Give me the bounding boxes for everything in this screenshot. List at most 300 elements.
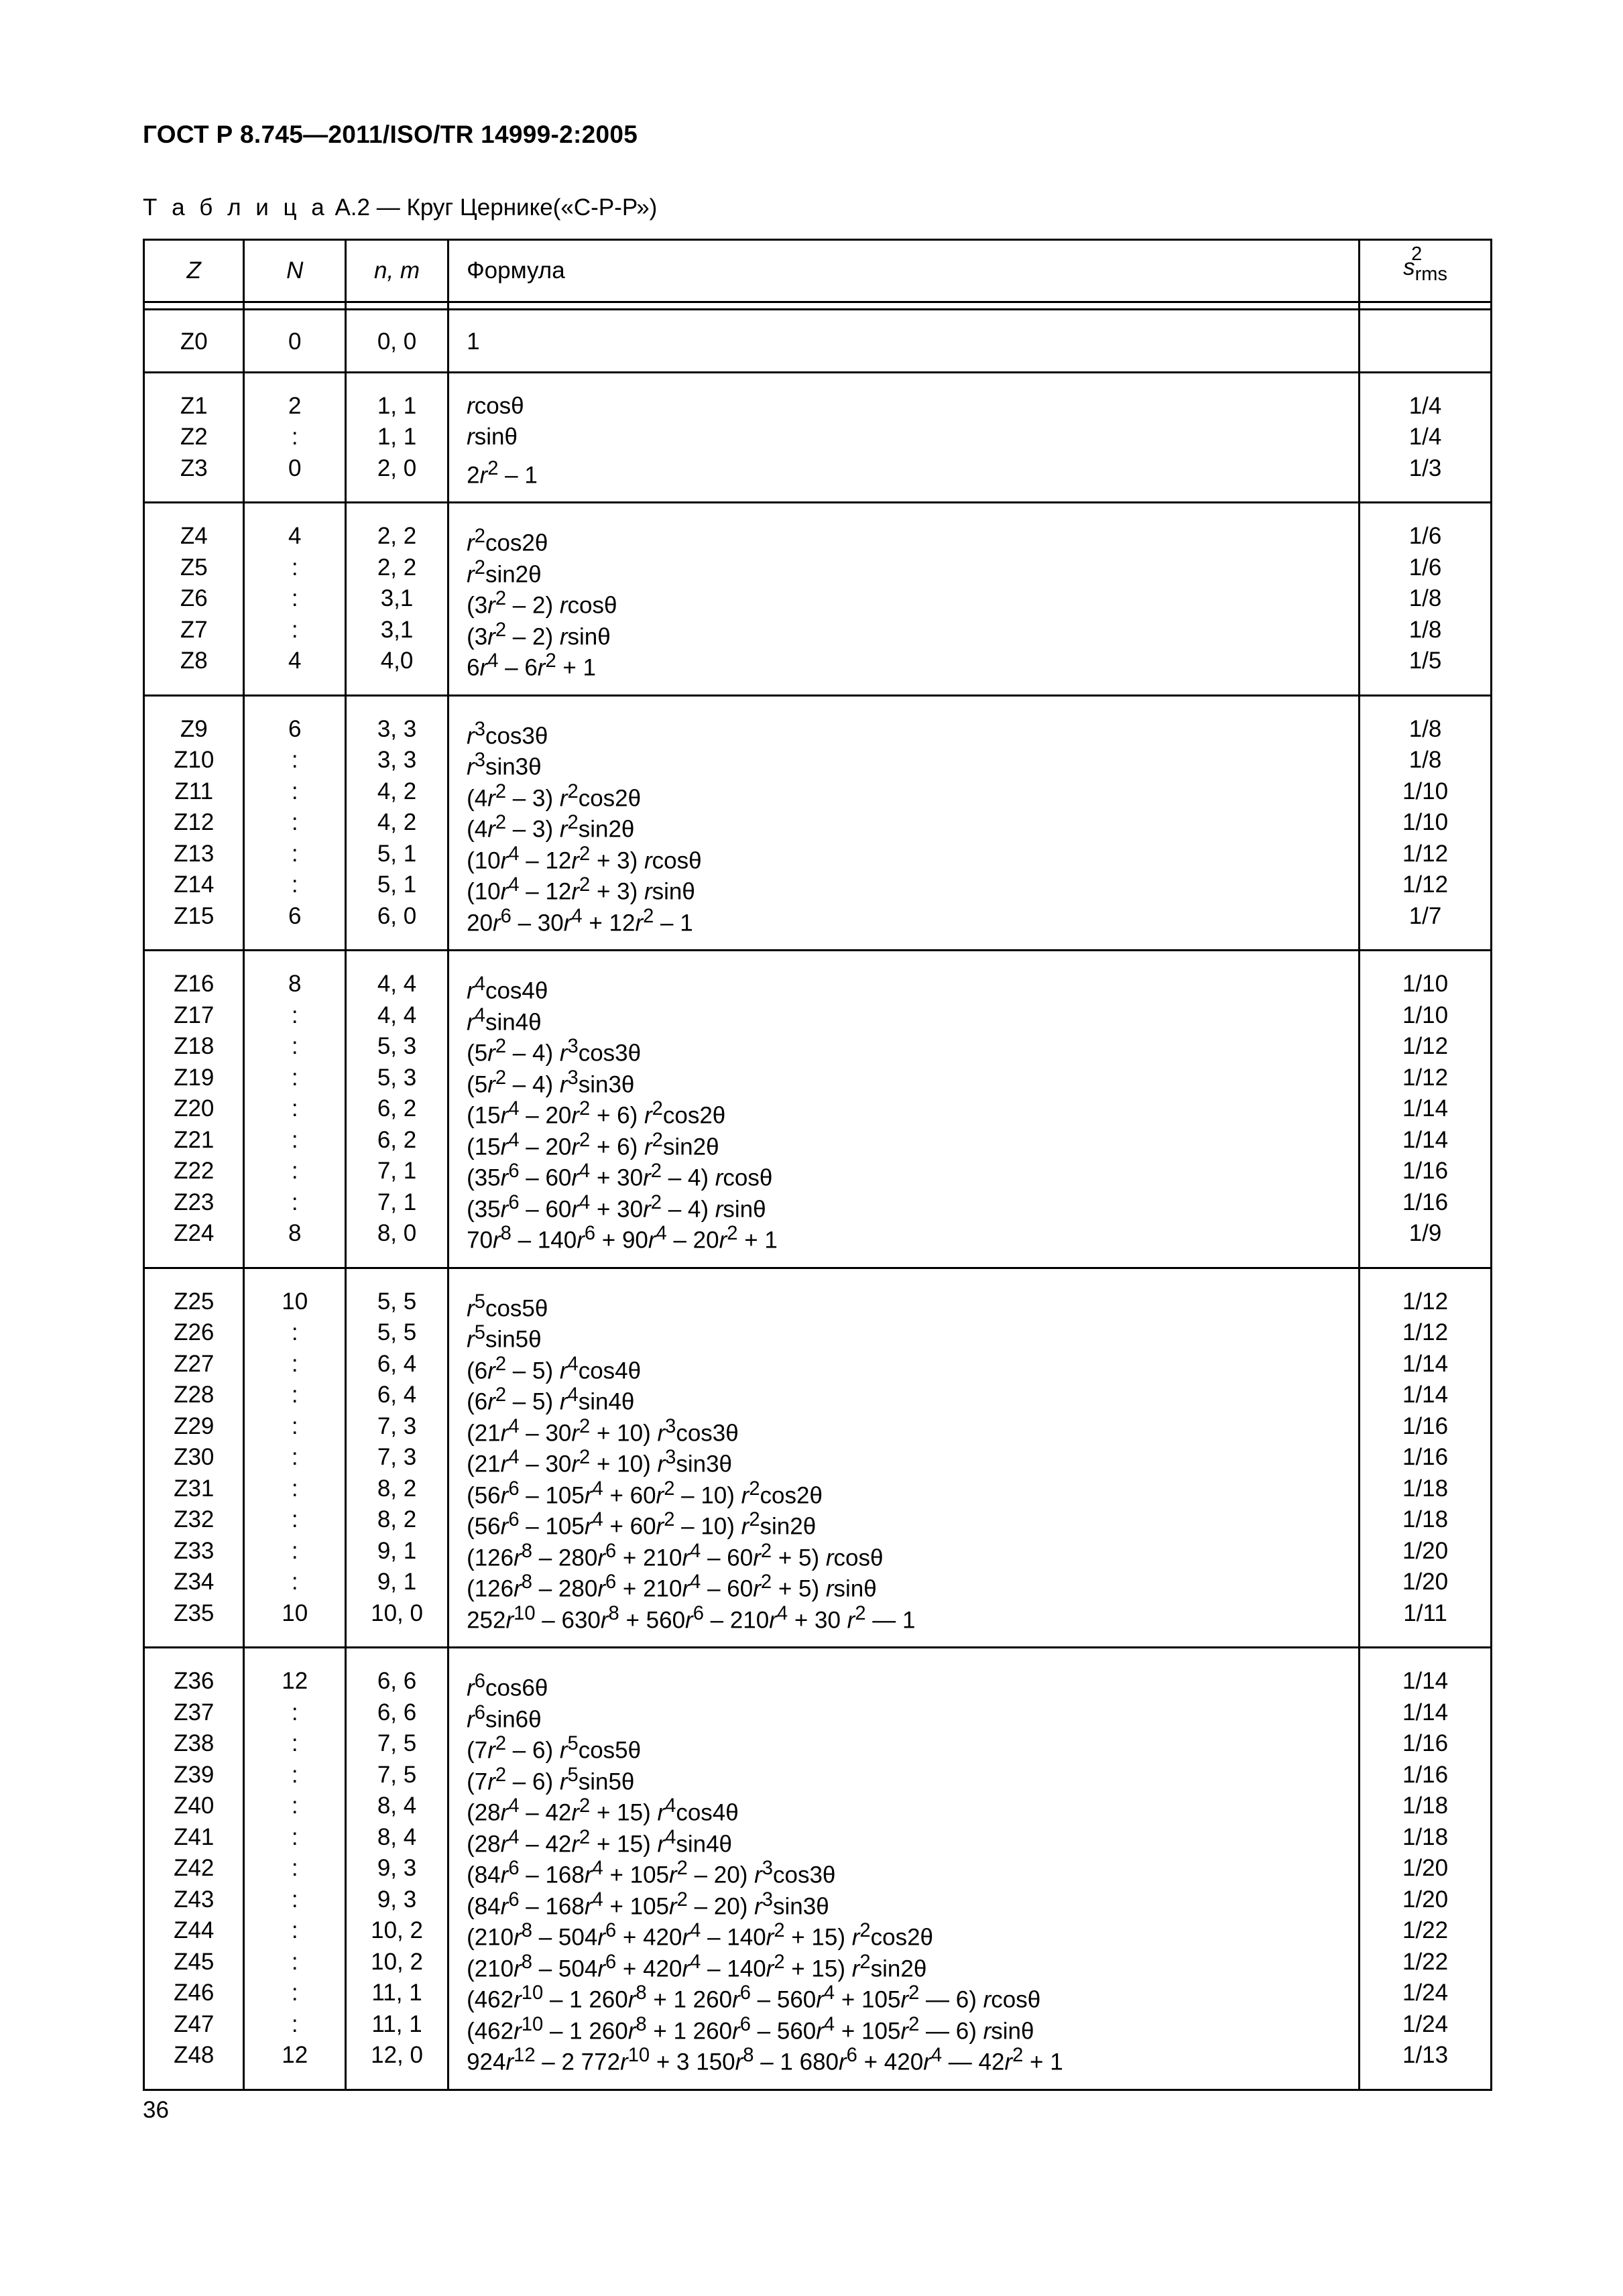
z-value: Z27 — [174, 1350, 215, 1377]
srms-value: 1/16 — [1402, 1761, 1449, 1788]
n-value: 10 — [282, 1288, 308, 1315]
z-value: Z33 — [174, 1537, 215, 1564]
nm-value: 3,1 — [380, 616, 414, 643]
srms-value: 1/11 — [1403, 1599, 1447, 1626]
z-value: Z42 — [174, 1855, 215, 1881]
n-value: : — [291, 1980, 298, 2006]
srms-value: 1/10 — [1402, 971, 1449, 997]
srms-value: 1/3 — [1408, 455, 1442, 481]
formula-value: $r^5\cos 5\theta$ — [467, 1290, 548, 1322]
srms-value: 1/7 — [1408, 902, 1442, 929]
z-value: Z47 — [174, 2010, 215, 2037]
z-value: Z44 — [174, 1917, 215, 1943]
cell-z — [144, 310, 244, 373]
nm-value: 0, 0 — [377, 328, 417, 355]
n-value: : — [291, 778, 298, 804]
formula-value: $r^4\sin 4\theta$ — [467, 1004, 542, 1036]
formula-value: $(84r^6 - 168r^4 + 105r^2 - 20)$ $r^3\cos 3\theta$ — [467, 1858, 836, 1888]
cell-srms — [1360, 1648, 1492, 2090]
header-z: Z — [144, 240, 244, 302]
z-value: Z16 — [174, 971, 215, 997]
cell-formula — [448, 1648, 1360, 2090]
nm-value: 1, 1 — [377, 392, 417, 419]
n-value: : — [291, 809, 298, 835]
formula-value: $(15r^4 - 20r^2 + 6)$ $r^2\cos 2\theta$ — [467, 1098, 726, 1129]
z-value: Z3 — [180, 455, 208, 481]
caption-label: Т а б л и ц а — [143, 194, 328, 221]
n-value: 8 — [288, 1220, 302, 1246]
n-value: : — [291, 1158, 298, 1184]
cell-nm — [346, 372, 448, 503]
z-value: Z14 — [174, 871, 215, 898]
header-formula: Формула — [448, 240, 1360, 302]
n-value: 4 — [288, 523, 302, 549]
table-group — [144, 951, 1492, 1268]
n-value: 12 — [282, 1668, 308, 1694]
srms-value: 1/12 — [1402, 1033, 1449, 1059]
z-value: Z12 — [174, 809, 215, 835]
formula-value: $r^4\cos 4\theta$ — [467, 973, 548, 1004]
nm-value: 6, 2 — [377, 1095, 417, 1122]
srms-value: 1/4 — [1408, 392, 1442, 419]
nm-value: 8, 4 — [377, 1793, 417, 1819]
formula-value: $(6r^2 - 5)$ $r^4\cos 4\theta$ — [467, 1353, 642, 1384]
z-value: Z15 — [174, 902, 215, 929]
srms-value: 1/24 — [1402, 2010, 1449, 2037]
formula-value: $(56r^6 - 105r^4 + 60r^2 - 10)$ $r^2\sin 2\theta$ — [467, 1509, 817, 1540]
z-value: Z38 — [174, 1730, 215, 1756]
cell-nm — [346, 1648, 448, 2090]
srms-value: 1/18 — [1402, 1506, 1449, 1532]
nm-value: 4, 2 — [377, 809, 417, 835]
n-value: : — [291, 1917, 298, 1943]
n-value: 4 — [288, 648, 302, 674]
formula-value: $6r^4 - 6r^2 + 1$ — [467, 650, 597, 681]
n-value: : — [291, 871, 298, 898]
n-value: : — [291, 1793, 298, 1819]
table-group — [144, 695, 1492, 951]
table-row — [144, 951, 1492, 1268]
srms-value: 1/18 — [1402, 1823, 1449, 1850]
srms-value: 1/13 — [1402, 2042, 1449, 2068]
formula-value: $(35r^6 - 60r^4 + 30r^2 - 4)$ rcosθ — [467, 1160, 773, 1191]
nm-value: 10, 2 — [371, 1948, 423, 1975]
table-group — [144, 310, 1492, 373]
z-value: Z41 — [174, 1823, 215, 1850]
formula-value: $(28r^4 - 42r^2 + 15)$ $r^4\cos 4\theta$ — [467, 1795, 739, 1826]
formula-value: $(5r^2 - 4)$ $r^3\sin 3\theta$ — [467, 1067, 635, 1098]
header-n: N — [244, 240, 346, 302]
srms-value: 1/10 — [1402, 1002, 1449, 1028]
srms-value: 1/22 — [1402, 1948, 1449, 1975]
z-value: Z5 — [180, 554, 208, 581]
nm-value: 8, 2 — [377, 1506, 417, 1532]
formula-value: ($462r^{10} - 1$ $260r^8 + 1$ $260r^6 - 560r^4 + 105r^2$ — 6) rcosθ — [467, 1982, 1041, 2013]
page-number: 36 — [143, 2097, 169, 2123]
formula-value: $(126r^8 - 280r^6 + 210r^4 - 60r^2 + 5)$ rsinθ — [467, 1571, 877, 1602]
formula-value: $(84r^6 - 168r^4 + 105r^2 - 20)$ $r^3\sin 3\theta$ — [467, 1888, 829, 1920]
cell-z — [144, 503, 244, 696]
cell-srms — [1360, 310, 1492, 373]
srms-value: 1/16 — [1402, 1412, 1449, 1439]
srms-value: 1/14 — [1402, 1095, 1449, 1122]
z-value: Z40 — [174, 1793, 215, 1819]
n-value: 6 — [288, 902, 302, 929]
formula-value: $(7r^2 - 6)$ $r^5\sin 5\theta$ — [467, 1764, 635, 1795]
nm-value: 3,1 — [380, 585, 414, 611]
n-value: : — [291, 2010, 298, 2037]
nm-value: 7, 1 — [377, 1189, 417, 1215]
cell-n — [244, 503, 346, 696]
formula-value: $(3r^2 - 2)$ rsinθ — [467, 619, 611, 650]
z-value: Z22 — [174, 1158, 215, 1184]
cell-nm — [346, 951, 448, 1268]
formula-value: $(56r^6 - 105r^4 + 60r^2 - 10)$ $r^2\cos 2\theta$ — [467, 1477, 823, 1509]
nm-value: 9, 3 — [377, 1886, 417, 1913]
z-value: Z0 — [180, 328, 208, 355]
nm-value: 9, 1 — [377, 1569, 417, 1595]
srms-value — [1360, 326, 1490, 358]
n-value: : — [291, 840, 298, 867]
formula-value: ($462r^{10} - 1$ $260r^8 + 1$ $260r^6 - 560r^4 + 105r^2$ — 6) rsinθ — [467, 2013, 1034, 2045]
nm-value: 5, 1 — [377, 840, 417, 867]
n-value: : — [291, 1319, 298, 1345]
formula-value: $70r^8 - 140r^6 + 90r^4 - 20r^2 + 1$ — [467, 1223, 778, 1254]
z-value: Z10 — [174, 747, 215, 773]
nm-value: 6, 4 — [377, 1382, 417, 1408]
cell-z — [144, 1268, 244, 1648]
n-value: 10 — [282, 1599, 308, 1626]
formula-value: $(7r^2 - 6)$ $r^5\cos 5\theta$ — [467, 1733, 642, 1764]
table-row — [144, 372, 1492, 503]
n-value: : — [291, 1948, 298, 1975]
nm-value: 10, 2 — [371, 1917, 423, 1943]
cell-formula — [448, 951, 1360, 1268]
z-value: Z13 — [174, 840, 215, 867]
cell-formula — [448, 310, 1360, 373]
cell-srms — [1360, 951, 1492, 1268]
nm-value: 5, 5 — [377, 1319, 417, 1345]
cell-srms — [1360, 372, 1492, 503]
srms-value: 1/14 — [1402, 1350, 1449, 1377]
z-value: Z25 — [174, 1288, 215, 1315]
cell-n — [244, 372, 346, 503]
n-value: : — [291, 1506, 298, 1532]
nm-value: 7, 5 — [377, 1730, 417, 1756]
srms-value: 1/16 — [1402, 1730, 1449, 1756]
srms-value: 1/10 — [1402, 809, 1449, 835]
n-value: : — [291, 747, 298, 773]
srms-value: 1/12 — [1402, 1064, 1449, 1091]
formula-value: $(6r^2 - 5)$ $r^4\sin 4\theta$ — [467, 1384, 635, 1415]
srms-value: 1/9 — [1408, 1220, 1442, 1246]
n-value: 6 — [288, 715, 302, 742]
n-value: : — [291, 1537, 298, 1564]
n-value: : — [291, 1033, 298, 1059]
cell-z — [144, 951, 244, 1268]
cell-formula — [448, 503, 1360, 696]
cell-nm — [346, 695, 448, 951]
n-value: : — [291, 1569, 298, 1595]
z-value: Z24 — [174, 1220, 215, 1246]
z-value: Z46 — [174, 1980, 215, 2006]
srms-value: 1/16 — [1402, 1158, 1449, 1184]
formula-value: $(210r^8 - 504r^6 + 420r^4 - 140r^2 + 15)$ $r^2\cos 2\theta$ — [467, 1920, 934, 1951]
nm-value: 4, 4 — [377, 971, 417, 997]
nm-value: 12, 0 — [371, 2042, 423, 2068]
z-value: Z23 — [174, 1189, 215, 1215]
srms-sup: 2 — [1411, 243, 1423, 265]
nm-value: 7, 3 — [377, 1412, 417, 1439]
formula-value: $r^5\sin 5\theta$ — [467, 1322, 542, 1353]
formula-value: rcosθ — [467, 392, 524, 419]
n-value: : — [291, 1350, 298, 1377]
z-value: Z26 — [174, 1319, 215, 1345]
formula-value: $(21r^4 - 30r^2 + 10)$ $r^3\cos 3\theta$ — [467, 1415, 739, 1447]
nm-value: 9, 3 — [377, 1855, 417, 1881]
table-row — [144, 695, 1492, 951]
n-value: : — [291, 1855, 298, 1881]
srms-value: 1/6 — [1408, 554, 1442, 581]
formula-value: $(5r^2 - 4)$ $r^3\cos 3\theta$ — [467, 1036, 642, 1067]
cell-srms — [1360, 1268, 1492, 1648]
formula-value: $(3r^2 - 2)$ rcosθ — [467, 588, 617, 619]
n-value: : — [291, 1886, 298, 1913]
nm-value: 10, 0 — [371, 1599, 423, 1626]
nm-value: 2, 2 — [377, 523, 417, 549]
srms-value: 1/18 — [1402, 1475, 1449, 1502]
srms-value: 1/12 — [1402, 1288, 1449, 1315]
table-group — [144, 503, 1492, 696]
formula-value: $r^3\sin 3\theta$ — [467, 749, 542, 780]
cell-nm — [346, 310, 448, 373]
z-value: Z2 — [180, 424, 208, 450]
formula-value: $r^6\cos 6\theta$ — [467, 1671, 548, 1701]
formula-value: $(10r^4 - 12r^2 + 3)$ rsinθ — [467, 874, 695, 905]
srms-value: 1/20 — [1402, 1569, 1449, 1595]
document-header: ГОСТ Р 8.745—2011/ISO/TR 14999-2:2005 — [143, 121, 638, 148]
srms-symbol — [1403, 243, 1447, 290]
z-value: Z9 — [180, 715, 208, 742]
srms-value: 1/20 — [1402, 1537, 1449, 1564]
srms-value: 1/5 — [1408, 648, 1442, 674]
nm-value: 2, 0 — [377, 455, 417, 481]
z-value: Z35 — [174, 1599, 215, 1626]
n-value: 0 — [288, 328, 302, 355]
n-value: 8 — [288, 971, 302, 997]
srms-value: 1/8 — [1408, 585, 1442, 611]
z-value: Z21 — [174, 1126, 215, 1153]
n-value: 0 — [288, 455, 302, 481]
formula-value: $r^2\sin 2\theta$ — [467, 556, 542, 588]
z-value: Z36 — [174, 1668, 215, 1694]
z-value: Z1 — [180, 392, 208, 419]
cell-z — [144, 1648, 244, 2090]
z-value: Z39 — [174, 1761, 215, 1788]
table-row — [144, 310, 1492, 373]
n-value: 2 — [288, 392, 302, 419]
formula-value: $r^2\cos 2\theta$ — [467, 526, 548, 556]
formula-value: $(10r^4 - 12r^2 + 3)$ rcosθ — [467, 843, 702, 874]
cell-z — [144, 372, 244, 503]
nm-value: 6, 4 — [377, 1350, 417, 1377]
n-value: : — [291, 1382, 298, 1408]
cell-srms — [1360, 695, 1492, 951]
n-value: : — [291, 1095, 298, 1122]
nm-value: 3, 3 — [377, 715, 417, 742]
n-value: : — [291, 1730, 298, 1756]
srms-base: s — [1403, 253, 1415, 280]
z-value: Z43 — [174, 1886, 215, 1913]
header-separator — [144, 302, 1492, 310]
table-row — [144, 1268, 1492, 1648]
z-value: Z32 — [174, 1506, 215, 1532]
nm-value: 6, 6 — [377, 1699, 417, 1726]
table-group — [144, 1268, 1492, 1648]
n-value: : — [291, 424, 298, 450]
z-value: Z34 — [174, 1569, 215, 1595]
table-group — [144, 372, 1492, 503]
nm-value: 5, 3 — [377, 1033, 417, 1059]
srms-value: 1/14 — [1402, 1699, 1449, 1726]
cell-n — [244, 1648, 346, 2090]
z-value: Z45 — [174, 1948, 215, 1975]
formula-value: $924r^{12} - 2$ $772r^{10} + 3$ $150r^8 - 1$ $680r^6 + 420r^4$ — $42r^2 + 1$ — [467, 2045, 1063, 2075]
cell-formula — [448, 1268, 1360, 1648]
n-value: : — [291, 585, 298, 611]
n-value: : — [291, 1064, 298, 1091]
srms-value: 1/12 — [1402, 1319, 1449, 1345]
formula-value: $r^6\sin 6\theta$ — [467, 1701, 542, 1733]
z-value: Z6 — [180, 585, 208, 611]
z-value: Z17 — [174, 1002, 215, 1028]
srms-value: 1/22 — [1402, 1917, 1449, 1943]
nm-value: 1, 1 — [377, 424, 417, 450]
srms-sub: rms — [1415, 263, 1447, 285]
nm-value: 9, 1 — [377, 1537, 417, 1564]
n-value: : — [291, 1475, 298, 1502]
header-nm: n, m — [346, 240, 448, 302]
table-row — [144, 1648, 1492, 2090]
table-caption — [143, 194, 657, 221]
n-value: : — [291, 1126, 298, 1153]
formula-value: $r^3\cos 3\theta$ — [467, 718, 548, 749]
z-value: Z31 — [174, 1475, 215, 1502]
formula-value: 1 — [467, 328, 480, 355]
formula-value: $(21r^4 - 30r^2 + 10)$ $r^3\sin 3\theta$ — [467, 1447, 733, 1477]
z-value: Z18 — [174, 1033, 215, 1059]
srms-value: 1/24 — [1402, 1980, 1449, 2006]
nm-value: 3, 3 — [377, 747, 417, 773]
table-row — [144, 503, 1492, 696]
n-value: : — [291, 1002, 298, 1028]
formula-value: rsinθ — [467, 424, 518, 450]
srms-value: 1/14 — [1402, 1382, 1449, 1408]
nm-value: 4,0 — [380, 648, 414, 674]
srms-value: 1/8 — [1408, 715, 1442, 742]
nm-value: 5, 5 — [377, 1288, 417, 1315]
z-value: Z7 — [180, 616, 208, 643]
z-value: Z37 — [174, 1699, 215, 1726]
z-value: Z8 — [180, 648, 208, 674]
nm-value: 6, 2 — [377, 1126, 417, 1153]
table-header — [144, 240, 1492, 310]
nm-value: 8, 2 — [377, 1475, 417, 1502]
nm-value: 7, 1 — [377, 1158, 417, 1184]
srms-value: 1/18 — [1402, 1793, 1449, 1819]
srms-value: 1/4 — [1408, 424, 1442, 450]
formula-value: $(35r^6 - 60r^4 + 30r^2 - 4)$ rsinθ — [467, 1191, 766, 1223]
n-value: : — [291, 1823, 298, 1850]
n-value: : — [291, 1699, 298, 1726]
nm-value: 2, 2 — [377, 554, 417, 581]
srms-value: 1/10 — [1402, 778, 1449, 804]
formula-value: $(126r^8 - 280r^6 + 210r^4 - 60r^2 + 5)$ rcosθ — [467, 1540, 884, 1571]
formula-value: $20r^6 - 30r^4 + 12r^2 - 1$ — [467, 905, 693, 936]
nm-value: 4, 4 — [377, 1002, 417, 1028]
formula-value: $252r^{10} - 630r^8 + 560r^6 - 210r^4 + 30$ $r^2$ — 1 — [467, 1602, 916, 1634]
nm-value: 6, 6 — [377, 1668, 417, 1694]
srms-value: 1/14 — [1402, 1126, 1449, 1153]
nm-value: 4, 2 — [377, 778, 417, 804]
srms-value: 1/16 — [1402, 1444, 1449, 1470]
srms-value: 1/20 — [1402, 1886, 1449, 1913]
nm-value: 5, 1 — [377, 871, 417, 898]
cell-formula — [448, 695, 1360, 951]
header-row — [144, 240, 1492, 302]
formula-value: $(15r^4 - 20r^2 + 6)$ $r^2\sin 2\theta$ — [467, 1129, 719, 1160]
nm-value: 8, 0 — [377, 1220, 417, 1246]
nm-value: 11, 1 — [371, 1980, 422, 2006]
z-value: Z29 — [174, 1412, 215, 1439]
srms-value: 1/20 — [1402, 1855, 1449, 1881]
z-value: Z11 — [174, 778, 214, 804]
cell-n — [244, 1268, 346, 1648]
nm-value: 7, 5 — [377, 1761, 417, 1788]
nm-value: 8, 4 — [377, 1823, 417, 1850]
formula-value: $2r^2 - 1$ — [467, 457, 538, 489]
cell-n — [244, 310, 346, 373]
nm-value: 7, 3 — [377, 1444, 417, 1470]
z-value: Z19 — [174, 1064, 215, 1091]
z-value: Z4 — [180, 523, 208, 549]
formula-value: $(28r^4 - 42r^2 + 15)$ $r^4\sin 4\theta$ — [467, 1826, 733, 1858]
n-value: : — [291, 1189, 298, 1215]
cell-z — [144, 695, 244, 951]
cell-srms — [1360, 503, 1492, 696]
cell-nm — [346, 1268, 448, 1648]
formula-value: $(210r^8 - 504r^6 + 420r^4 - 140r^2 + 15)$ $r^2\sin 2\theta$ — [467, 1951, 927, 1982]
z-value: Z48 — [174, 2042, 215, 2068]
formula-value: $(4r^2 - 3)$ $r^2\sin 2\theta$ — [467, 812, 635, 843]
cell-formula — [448, 372, 1360, 503]
nm-value: 6, 0 — [377, 902, 417, 929]
caption-title: А.2 — Круг Цернике(«С-Р-Р») — [328, 194, 658, 221]
zernike-table — [143, 239, 1492, 2091]
n-value: : — [291, 1412, 298, 1439]
n-value: : — [291, 1761, 298, 1788]
srms-value: 1/8 — [1408, 747, 1442, 773]
cell-nm — [346, 503, 448, 696]
n-value: : — [291, 554, 298, 581]
table-group — [144, 1648, 1492, 2090]
cell-n — [244, 695, 346, 951]
nm-value: 11, 1 — [371, 2010, 422, 2037]
header-srms — [1360, 240, 1492, 302]
n-value: : — [291, 616, 298, 643]
n-value: 12 — [282, 2042, 308, 2068]
z-value: Z30 — [174, 1444, 215, 1470]
